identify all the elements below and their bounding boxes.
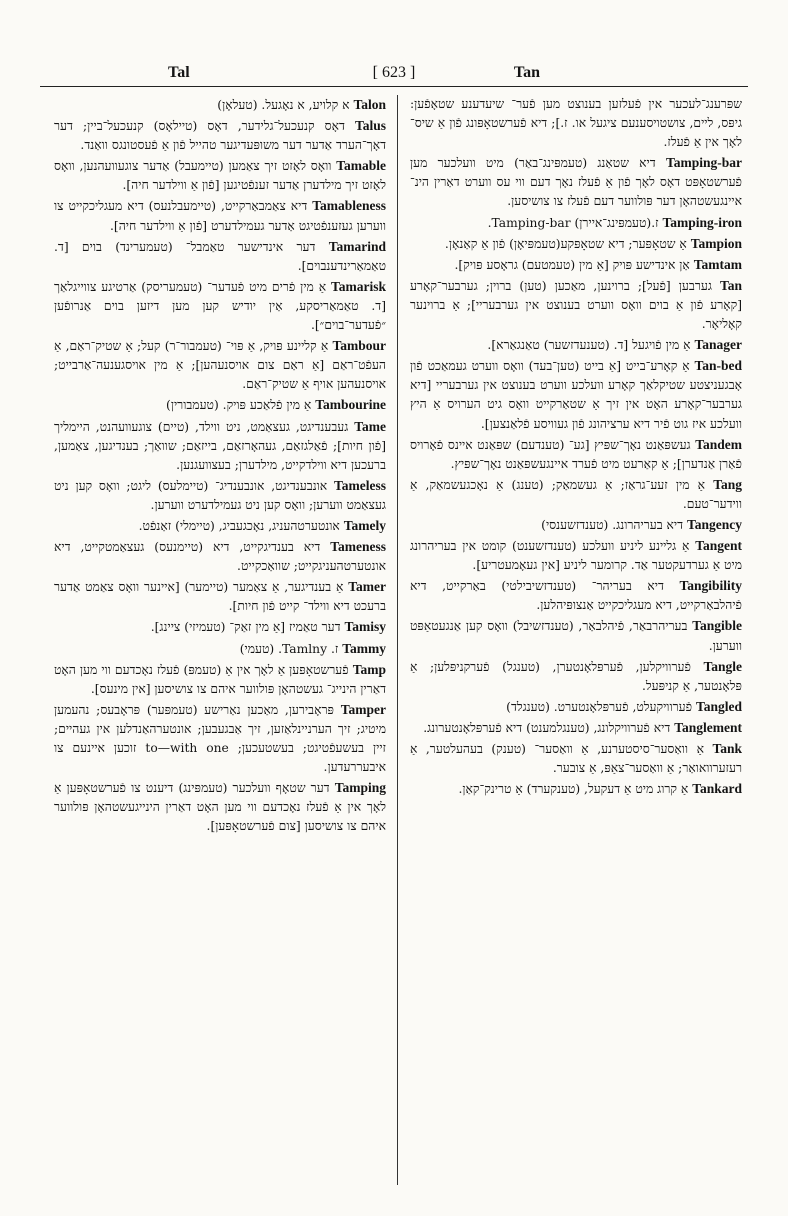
entry-definition: אַ מין פֿרים מיט פֿעדער־ (טעמעריסק) אַרטיגע צווייגלאַך [ד. טאַמאַריסקע, אַין יודיש קען מען דיזען בוים אַנרופֿען ״פֿעדער־בוים״].: [54, 279, 386, 333]
entry-definition: דאָס קנעכעל־גלידער, דאָס (טיילאָס) קנעכעל־ביין; דער דאָך־הערד אַדער דער משופּעדיגער טהייל פֿון אַ פֿעסטונגס וואַנד.: [54, 119, 386, 153]
entry-definition: דיא צאַמבאַרקייט, (טיימעבלנעס) דיא מעגליכקייט צו ווערען געזענפֿטיגט אַדער געמילדערט [פֿון אַ ווילדער חיה].: [54, 199, 386, 233]
dictionary-entry: [410, 255, 742, 275]
dictionary-entry: [54, 196, 386, 235]
entry-headword: Tammy: [342, 640, 386, 656]
entry-headword: Tang: [713, 476, 742, 492]
dictionary-entry: [54, 156, 386, 195]
dictionary-entry: [54, 778, 386, 836]
entry-definition: דיא פֿערוויקלונג, (טענגלמענט) דיא פֿערפּלאָנטערונג.: [423, 720, 671, 735]
entry-headword: Tangled: [695, 698, 742, 714]
entry-headword: Tamely: [343, 517, 386, 533]
entry-definition: פּראָבירען, מאַכען נאַרישע (טעמפּער) פּראָבעס; נהעמען מיטיג; זיך הערניינלאַזען, זיך אַבגעבען; אונטערהאַנדלען אין געהיים; זיין בעשעפֿטיגט; בעשטעכען; to—with one זוכען איינעם צו איבעררעדען.: [54, 702, 386, 775]
entry-definition: דער שטאָף וועלכער (טעמפּינג) דיענט צו פֿערשטאָפּען אַ לאָך אין אַ פֿעלז נאָכדעם ווי מען האָט דאַרין הינייגעשטהאָן פּולווער איהם צו צושיסען [צום פֿערשטאָפּען].: [54, 781, 386, 834]
entry-definition: אַ קליינע פּויק, אַ פּוי־ (טעמבור־ר) קעל; אַ שטיק־ראַם, אַ העפֿט־ראַם [אַ ראַם צום אויסנעהען]; אַ מין אויסגענעה־אַרבייט; אויסנעהען אויף אַ שטיק־ראַם.: [54, 339, 386, 392]
dictionary-entry: [54, 639, 386, 659]
entry-headword: Tamarind: [328, 238, 386, 254]
entry-headword: Tambourine: [315, 397, 386, 413]
dictionary-entry: [410, 779, 742, 799]
entry-headword: Tambour: [332, 338, 386, 354]
entry-definition: אַ וואַסער־סיסטערנע, אַ וואַסער־ (טענק) בעהעלטער, אַ רעזערוואואַר; אַ וואַסער־צאַפּ, אַ צובער.: [410, 742, 742, 776]
entry-definition: אונטערטהעניג, נאָכגעביג, (טיימלי) זאַנפֿט.: [138, 518, 340, 533]
entry-headword: Tameless: [333, 477, 386, 493]
entry-definition: דיא שטאַנג (טעמפּינג־באַר) מיט וועלכער מען פֿערשטאָפּט דאָס לאָך פֿון אַ פֿעלז נאָך דעם ווי עס ווערט דאַרין הינ־ איינגעשטהאָן דער פּולווער דעם פֿעלז צו צושיסען.: [410, 156, 742, 209]
dictionary-entry: [410, 536, 742, 575]
entry-headword: Tanglement: [674, 719, 742, 735]
entry-definition: אַ קאָרע־בייט [אַ בייט (טען־בעד) וואָס ווערט געמאַכט פֿון אָבגעניצטע שטיקלאַך קאָרע וועלכע ווערט בענוצט אין גערבעריי [דיא גערבער־קאָרע האָט אין זיך אַ שטאַרקייט וואָס גיט הערויס אַ היץ וועלכע איז גוט פֿיר דיא ערציהונג פֿון געוויסע פֿלאַנצען].: [410, 359, 742, 431]
dictionary-entry: [54, 660, 386, 699]
entry-headword: Tamableness: [312, 198, 386, 214]
entry-headword: Tamtam: [693, 256, 742, 272]
entry-definition: דיא בענדיגקייט, דיא (טיימנעס) געצאַמטקייט, דיא אונטערטהעניגקייט; שוואַכקייט.: [54, 540, 386, 574]
entry-definition: א קלויע, א נאָגעל. (טעלאָן): [217, 98, 350, 112]
dictionary-entry: [54, 395, 386, 415]
entry-headword: Tangible: [692, 618, 742, 634]
dictionary-entry: [54, 537, 386, 576]
entry-definition: אַ בענדיגער, אַ צאַמער (טיימער) [איינער וואָס צאַמט אַדער ברעכט דיא ווילד־ קייט פֿון חיות].: [54, 580, 386, 614]
entry-definition: אונבענדיגט, אונבענדיג־ (טיימלעס) ליגט; וואָס קען ניט געצאַמט ווערען; וואָס קען ניט געמילדערט ווערען.: [54, 478, 386, 512]
entry-definition: דיא בעריהר־ (טענדזשיבילטי) באַרקייט, דיא פֿיהלבאַרקייט, דיא מעגליכקייט אַנצופּיהלען.: [410, 579, 742, 613]
dictionary-entry: [54, 577, 386, 616]
dictionary-entry: [54, 617, 386, 637]
dictionary-entry: [410, 276, 742, 334]
left-column: [54, 95, 386, 1185]
right-column: [410, 95, 742, 1185]
dictionary-entry: [54, 237, 386, 276]
entry-headword: Tangent: [695, 538, 742, 554]
entry-headword: Tan-bed: [694, 358, 742, 374]
page-number: [ 623 ]: [372, 64, 416, 81]
dictionary-entry: [54, 417, 386, 475]
dictionary-entry: [54, 516, 386, 536]
dictionary-entry: [410, 213, 742, 233]
entry-definition: אַ קרוג מיט אַ דעקעל, (טענקערד) אַ טרינק־קאַן.: [458, 782, 689, 797]
entry-definition: פֿערוויקלען, פֿערפּלאָנטערן, (טענגל) פֿערקניפּלען; אַ פּלאָנטער, אַ קניפּעל.: [410, 659, 742, 693]
dictionary-entry: [54, 336, 386, 394]
dictionary-entry: [410, 234, 742, 254]
dictionary-entry: [410, 153, 742, 211]
entry-headword: Tankard: [692, 781, 742, 797]
entry-headword: Tangibility: [679, 578, 742, 594]
entry-headword: Tangle: [703, 658, 742, 674]
dictionary-entry: [410, 576, 742, 615]
entry-definition: אַ מין פֿויגעל [ד. (טענעדזשער) טאַנגאַרא].: [487, 338, 691, 353]
entry-headword: Tamper: [340, 701, 386, 717]
dictionary-entry: [410, 718, 742, 738]
column-divider: [397, 95, 398, 1185]
entry-headword: Tan: [719, 277, 742, 293]
entry-definition: אַן אינדישע פּויק [אַ מין (טעמטעם) גראָסע פּויק].: [454, 257, 690, 272]
dictionary-entry: [410, 435, 742, 474]
left-guide-word: Tal: [168, 64, 190, 81]
dictionary-entry: [410, 356, 742, 433]
entry-definition: אַ גליינע ליניע וועלכע (טענדזשענט) קומט אין בעריהרונג מיט אַ גערדעקטער אַד. קרומער ליניע [אין געאָמעטריע].: [410, 539, 742, 573]
entry-definition: דיא בעריהרונג. (טענדזשענסי): [541, 517, 684, 532]
entry-definition: געבענדיגט, געצאַמט, ניט ווילד, (טיים) צוגעוועהנט, היימליך [פֿון חיות]; פֿאַלגזאַם, געהאָרזאַם, בייזאַם; שוואַך; בענדיגען, צאַמען, ברעכען דיא ווילדקייט, מילדערן; בעצוועגנען.: [54, 419, 386, 472]
page-header: [40, 64, 748, 86]
entry-headword: Talon: [353, 97, 386, 112]
entry-headword: Tamping-iron: [662, 214, 742, 230]
entry-definition: אַ מין זעע־גראַז; אַ געשמאַק; (טענג) אַ נאָכגעשמאַק, אַ ווידער־טעם.: [410, 477, 742, 511]
dictionary-entry: [410, 657, 742, 696]
dictionary-entry: [410, 515, 742, 535]
entry-definition: ז.(טעמפּינג־איירן) Tamping-bar.: [487, 215, 659, 230]
entry-definition: וואָס לאָזט זיך צאַמען (טיימעבל) אַדער צוגעוועהנען, וואָס לאָזט זיך מילדערן אַדער זענפֿטיגען [פֿון אַ ווילדער חיה].: [54, 159, 386, 193]
dictionary-entry: [410, 616, 742, 655]
dictionary-entry: [54, 277, 386, 335]
entry-headword: Tamping-bar: [665, 155, 742, 171]
entry-definition: שפּרענג־לעכער אין פֿעלזען בענוצט מען פֿער־ שיעדענע שטאָפֿען: גיפּס, ליים, צושטויסענעם ציגעל או. ז.]; דיא פֿערשטאָפּונג פֿון אַ שיס־ לאָך אין אַ פֿעלז.: [410, 97, 742, 150]
dictionary-entry: [54, 95, 386, 115]
entry-headword: Tamarisk: [330, 278, 386, 294]
entry-headword: Talus: [354, 118, 386, 134]
dictionary-entry: [410, 335, 742, 355]
entry-headword: Tamisy: [344, 619, 386, 635]
dictionary-entry: [54, 116, 386, 155]
entry-definition: פֿערשטאָפּען אַ לאָך אין אַ (טעמפּ) פֿעלז נאָכדעם ווי מען האָט דאַרין הינייג־ געשטהאָן פּולווער איהם צו צושיסען [אין מינעס].: [54, 662, 386, 696]
entry-headword: Tamer: [348, 579, 386, 595]
entry-definition: פֿערוויקעלט, פֿערפּלאָנטערט. (טענגלד): [506, 699, 693, 714]
entry-headword: Tampion: [690, 235, 742, 251]
entry-definition: גערבען [פֿעל]; ברוינען, מאַכען (טען) ברוין; גערבער־קאָרע [קאָרע פֿון אַ בוים וואָס ווערט בענוצט אין גערבעריי]; אַ ברוינער קאָליאָר.: [410, 278, 742, 332]
entry-headword: Tamp: [352, 661, 386, 677]
header-rule: [40, 86, 748, 87]
dictionary-entry: [410, 697, 742, 717]
entry-headword: Tandem: [695, 436, 742, 452]
entry-definition: ז. Tamlny. (טעמי): [239, 641, 339, 656]
entry-headword: Tank: [712, 741, 742, 756]
entry-definition: געשפּאַנט נאָך־שפּיץ [גע־ (טענדעם) שפּאַנט איינס פֿאָרויס פֿאַרן אַנדערן]; אַ קאַרעט מיט פֿערד איינגעשפּאַנט נאָך־שפּיץ.: [410, 437, 742, 471]
dictionary-entry: [410, 475, 742, 514]
dictionary-entry: [410, 739, 742, 778]
entry-headword: Tame: [354, 418, 386, 434]
entry-headword: Tamable: [336, 158, 386, 174]
entry-definition: בעריהרבאַר, פֿיהלבאַר, (טענדזשיבל) וואָס קען אַנגעטאַפּט ווערען.: [410, 619, 742, 653]
entry-headword: Tangency: [686, 516, 742, 532]
dictionary-entry: [54, 476, 386, 515]
entry-definition: אַ שטאָפּער; דיא שטאָפּקע(טעמפּיאָן) פֿון אַ קאַנאָן.: [444, 236, 687, 251]
entry-definition: דער טאַמיז [אַ מין זאַק־ (טעמיזי) ציינג].: [150, 620, 341, 635]
entry-headword: Tanager: [694, 337, 742, 353]
dictionary-entry: [410, 95, 742, 152]
entry-headword: Tameness: [330, 539, 386, 555]
entry-definition: אַ מין פֿלאַכע פּויק. (טעמבורין): [166, 398, 312, 413]
right-guide-word: Tan: [513, 64, 540, 81]
dictionary-entry: [54, 700, 386, 777]
entry-definition: דער אינדישער טאַמבל־ (טעמערינד) בוים [ד. טאַמאַרינדענבוים].: [54, 239, 386, 273]
entry-headword: Tamping: [334, 780, 386, 796]
